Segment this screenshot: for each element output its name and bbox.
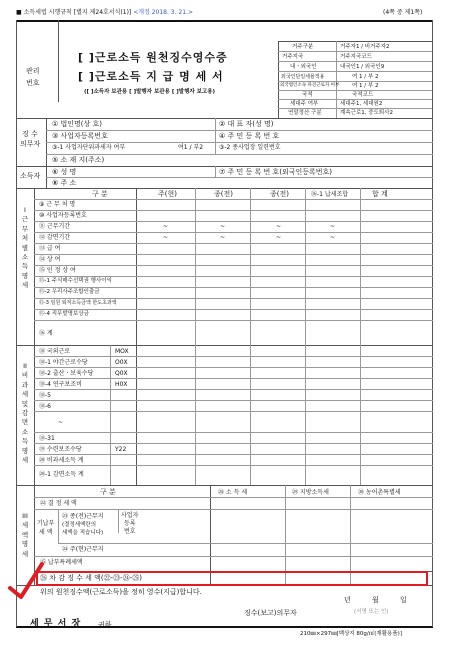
mgmt-divider bbox=[58, 20, 59, 102]
row-item-5: ⑱-5 bbox=[39, 392, 51, 399]
status-label: 거주구분 bbox=[292, 44, 314, 50]
row-current-workplace: ㉔ 주(현)근무지 bbox=[62, 546, 104, 553]
status-box-mid bbox=[336, 41, 337, 118]
payee-address-field: ⑧ 주 소 bbox=[52, 179, 77, 187]
row-ellipsis: ~ bbox=[58, 419, 64, 426]
row-esop-withdrawal: ⑮-2 우리사주조합인출금 bbox=[39, 289, 100, 295]
company-name-field: ① 법인명(상 호) bbox=[52, 120, 102, 128]
row-nontaxable-total: ⑳ 비과세소득 계 bbox=[39, 457, 84, 464]
tax-col-local-tax: ㉙ 지방소득세 bbox=[292, 489, 329, 496]
row-item-31: ⑱-31 bbox=[39, 435, 55, 442]
status-label: 외국법인소속 파견근로자 여부 bbox=[280, 83, 340, 88]
payer-side-label-2: 의무자 bbox=[20, 140, 41, 148]
payee-top bbox=[16, 166, 433, 167]
section1-top bbox=[16, 188, 433, 189]
status-value: 계속근로1, 중도퇴사2 bbox=[340, 110, 393, 116]
row-invention-reward: ⑮-4 직무발명보상금 bbox=[39, 311, 89, 317]
status-box-left bbox=[278, 41, 279, 118]
status-label: 외국인단일세율적용 bbox=[281, 74, 325, 80]
date-year-label: 년 bbox=[344, 596, 351, 604]
code: MOX bbox=[115, 348, 129, 355]
col-header-category: 구 분 bbox=[92, 190, 108, 198]
unit-taxpayer-field: ③-1 사업자단위과세자 여부 bbox=[52, 144, 126, 151]
row-previous-workplace: ㉓ 종(전)근무지 bbox=[62, 513, 104, 520]
code: O0X bbox=[115, 359, 128, 366]
period-tilde: ~ bbox=[330, 234, 336, 241]
row-work-period: ⑪ 근무기간 bbox=[39, 223, 71, 230]
period-tilde: ~ bbox=[276, 223, 282, 230]
form-ref-text: ■ 소득세법 시행규칙 [별지 제24호서식(1)] bbox=[16, 9, 132, 16]
resident-number-field: ④ 주 민 등 록 번 호 bbox=[219, 132, 280, 140]
frame-left bbox=[16, 20, 17, 627]
row-reduction-total: ⑳-1 감면소득 계 bbox=[39, 471, 84, 478]
signatory-label: 징수(보고)의무자 bbox=[244, 609, 297, 617]
row-training-allowance: ⑲ 수련보조수당 bbox=[39, 446, 82, 453]
date-day-label: 일 bbox=[400, 596, 407, 604]
status-value: 국적코드 bbox=[352, 92, 374, 98]
row-night-allowance: ⑱-1 야간근로수당 bbox=[39, 359, 88, 366]
form-reference bbox=[16, 10, 193, 16]
prepaid-label: 기납부 bbox=[37, 520, 55, 527]
tax-col-category: 구 분 bbox=[100, 488, 116, 496]
confirmation-statement: 위의 원천징수액(근로소득)을 정히 영수(지급)합니다. bbox=[40, 588, 202, 596]
period-tilde: ~ bbox=[220, 234, 226, 241]
row-business-number: ⑩ 사업자등록번호 bbox=[39, 212, 87, 219]
business-reg-label: 사업자 bbox=[121, 512, 139, 519]
tax-office-head: 세 무 서 장 bbox=[30, 619, 82, 629]
signature-note: (서명 또는 인) bbox=[354, 609, 389, 615]
row-workplace-name: ⑨ 근 무 처 명 bbox=[39, 201, 76, 208]
honorific: 귀하 bbox=[98, 621, 112, 629]
mgmt-label-1: 관리 bbox=[26, 67, 40, 75]
status-value: 여 1 / 부 2 bbox=[352, 83, 379, 89]
code: Q0X bbox=[115, 370, 128, 377]
previous-workplace-note-2: 세액을 적습니다) bbox=[62, 530, 104, 536]
row-executive-excess: ⑮-3 임원 퇴직소득금액 한도초과액 bbox=[39, 300, 117, 306]
status-label: 연말정산 구분 bbox=[288, 110, 322, 116]
section3-top bbox=[16, 485, 433, 486]
row-salary: ⑬ 급 여 bbox=[39, 245, 61, 252]
frame-top bbox=[16, 20, 433, 22]
status-value: 내국인1 / 외국인9 bbox=[340, 64, 385, 70]
business-reg-label-2: 등록 bbox=[124, 520, 136, 527]
payee-side-label: 소득자 bbox=[20, 172, 41, 180]
paper-spec: 210㎜×297㎜[백상지 80g/㎡(재활용품)] bbox=[300, 631, 402, 637]
business-number-field: ③ 사업자등록번호 bbox=[52, 132, 108, 140]
branch-serial-field: ③-2 종사업장 일련번호 bbox=[219, 144, 281, 151]
col-header-tax-union: ⑯-1 납세조합 bbox=[311, 191, 349, 198]
status-value: 거주자1 / 비거주자2 bbox=[340, 44, 390, 50]
section1-side-label: I근무처별소득명세 bbox=[21, 206, 29, 290]
status-box-top bbox=[278, 41, 432, 42]
row-bonus: ⑭ 상 여 bbox=[39, 256, 61, 263]
col-header-prev-1: 종(전) bbox=[214, 190, 233, 198]
period-tilde: ~ bbox=[163, 234, 169, 241]
mgmt-label-2: 번호 bbox=[26, 79, 40, 87]
status-label: 세대주 여부 bbox=[290, 101, 319, 107]
row-research-allowance: ⑱-4 연구보조비 bbox=[39, 381, 82, 388]
representative-field: ② 대 표 자(성 명) bbox=[219, 120, 274, 128]
section1-side-divider bbox=[34, 188, 35, 345]
status-value: 여 1 / 부 2 bbox=[352, 74, 379, 80]
payer-side-label: 징 수 bbox=[22, 130, 38, 138]
payee-name-field: ⑥ 성 명 bbox=[52, 168, 77, 176]
col-header-prev-2: 종(전) bbox=[270, 190, 289, 198]
title-copy-type: ([ ]소득자 보관용 [ ]발행자 보관용 [ ]발행자 보고용) bbox=[84, 89, 216, 95]
status-label: 국적 bbox=[302, 92, 313, 98]
status-value: 세대주1, 세대원2 bbox=[340, 101, 383, 107]
frame-right bbox=[432, 20, 433, 627]
row-reduction-period: ⑫ 감면기간 bbox=[39, 234, 71, 241]
period-tilde: ~ bbox=[163, 223, 169, 230]
row-determined-tax: ㉒ 결 정 세 액 bbox=[40, 500, 77, 507]
title-statement: [ ]근로소득 지 급 명 세 서 bbox=[78, 70, 224, 83]
payer-top bbox=[16, 118, 433, 119]
period-tilde: ~ bbox=[330, 223, 336, 230]
prepaid-label-2: 세 액 bbox=[39, 529, 53, 536]
section2-top bbox=[16, 345, 433, 346]
period-tilde: ~ bbox=[276, 234, 282, 241]
row-stock-option: ⑮-1 주식매수선택권 행사이익 bbox=[39, 278, 112, 284]
unit-taxpayer-value: 여1 / 부2 bbox=[178, 144, 204, 151]
page-info: (4쪽 중 제1쪽) bbox=[383, 9, 423, 16]
section3-side-label: III세액명세 bbox=[21, 512, 29, 558]
tax-col-income-tax: ㉘ 소 득 세 bbox=[218, 489, 248, 496]
row-special-payment: ㉕ 납부특례세액 bbox=[40, 559, 83, 566]
payee-id-field: ⑦ 주 민 등 록 번 호(외국인등록번호) bbox=[219, 168, 332, 176]
tax-col-rural-tax: ㉚ 농어촌특별세 bbox=[358, 489, 401, 496]
section1-col-1 bbox=[136, 188, 137, 345]
row-recognized-bonus: ⑮ 인 정 상 여 bbox=[39, 267, 76, 274]
col-header-total: 합 계 bbox=[372, 190, 388, 198]
highlight-box bbox=[36, 571, 428, 586]
previous-workplace-note: (결정세액란의 bbox=[62, 522, 97, 528]
code: Y22 bbox=[115, 446, 127, 453]
business-reg-label-3: 번호 bbox=[124, 528, 136, 535]
status-label: 거주지국 bbox=[282, 54, 304, 60]
row-childcare-allowance: ⑱-2 출산ㆍ보육수당 bbox=[39, 370, 94, 377]
date-month-label: 월 bbox=[372, 596, 379, 604]
code: H0X bbox=[115, 381, 128, 388]
row-item-6: ⑱-6 bbox=[39, 403, 51, 410]
col-header-current: 주(현) bbox=[158, 190, 177, 198]
status-label: 내ㆍ외국인 bbox=[290, 64, 317, 70]
row-total: ⑯ 계 bbox=[39, 330, 53, 337]
row-overseas-work: ⑱ 국외근로 bbox=[39, 348, 71, 355]
status-value: 거주지국코드 bbox=[340, 54, 372, 60]
section2-side-label: II비과세및감면소득명세 bbox=[21, 362, 29, 465]
title-receipt: [ ]근로소득 원천징수영수증 bbox=[78, 51, 228, 64]
period-tilde: ~ bbox=[220, 223, 226, 230]
address-field: ⑤ 소 재 지(주소) bbox=[52, 156, 105, 164]
row-net-withholding-tax: ㉖ 차 감 징 수 세 액(㉒-㉓-㉔-㉕) bbox=[40, 574, 142, 582]
revision-date: <개정 2018. 3. 21.> bbox=[133, 9, 193, 16]
